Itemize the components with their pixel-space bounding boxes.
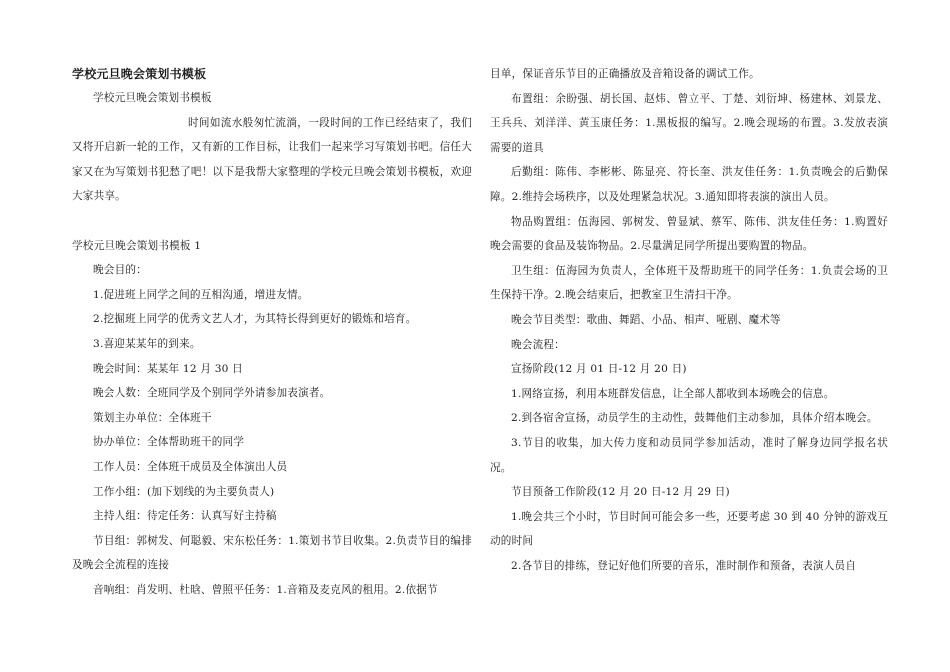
paragraph: 卫生组：伍海园为负责人，全体班干及帮助班干的同学任务：1.负责会场的卫生保持干净。2.晚会结束后，把教室卫生清扫干净。 bbox=[490, 264, 888, 302]
paragraph: 工作人员：全体班干成员及全体演出人员 bbox=[93, 460, 288, 473]
paragraph: 节目组：郭树发、何聪毅、宋东松任务：1.策划书节目收集。2.负责节目的编排及晚会全流程的连接 bbox=[72, 534, 472, 572]
paragraph: 2.到各宿舍宣扬，动员学生的主动性，鼓舞他们主动参加，具体介绍本晚会。 bbox=[511, 412, 878, 425]
paragraph: 3.节目的收集，加大传力度和动员同学参加活动，准时了解身边同学报名状况。 bbox=[490, 436, 888, 474]
section-title: 学校元旦晚会策划书模板 1 bbox=[72, 239, 202, 252]
left-column bbox=[72, 62, 472, 602]
paragraph: 晚会目的： bbox=[93, 264, 147, 277]
document-title: 学校元旦晚会策划书模板 bbox=[72, 67, 207, 81]
paragraph-gap bbox=[72, 209, 472, 234]
paragraph: 工作小组：(加下划线的为主要负责人) bbox=[93, 485, 275, 498]
paragraph: 1.促进班上同学之间的互相沟通，增进友情。 bbox=[93, 288, 309, 301]
paragraph: 晚会人数：全班同学及个别同学外请参加表演者。 bbox=[93, 387, 331, 400]
paragraph: 晚会节目类型：歌曲、舞蹈、小品、相声、哑剧、魔术等 bbox=[511, 313, 781, 326]
intro-paragraph: 时间如流水般匆忙流淌，一段时间的工作已经结束了，我们又将开启新一轮的工作，又有新的工作目标，让我们一起来学习写策划书吧。信任大家又在为写策划书犯愁了吧！以下是我帮大家整理的学校元旦晚会策划书模板，欢迎大家共享。 bbox=[72, 116, 472, 203]
paragraph: 布置组：余盼强、胡长国、赵炜、曾立平、丁楚、刘衍坤、杨建林、刘景龙、王兵兵、刘洋洋、黄玉康任务：1.黑板报的编写。2.晚会现场的布置。3.发放表演需要的道具 bbox=[490, 92, 888, 154]
paragraph: 物品购置组：伍海园、郭树发、曾显斌、蔡军、陈伟、洪友佳任务：1.购置好晚会需要的食品及装饰物品。2.尽量满足同学所提出要购置的物品。 bbox=[490, 215, 888, 253]
paragraph: 3.喜迎某某年的到来。 bbox=[93, 337, 201, 350]
paragraph: 宣扬阶段(12 月 01 日-12 月 20 日) bbox=[511, 363, 687, 376]
paragraph: 音响组：肖发明、杜晗、曾照平任务：1.音箱及麦克风的租用。2.依据节 bbox=[93, 583, 438, 596]
paragraph: 1.晚会共三个小时，节目时间可能会多一些，还要考虑 30 到 40 分钟的游戏互动的时间 bbox=[490, 510, 888, 548]
paragraph: 主持人组：待定任务：认真写好主持稿 bbox=[93, 510, 277, 523]
subtitle: 学校元旦晚会策划书模板 bbox=[93, 92, 212, 104]
paragraph: 晚会时间：某某年 12 月 30 日 bbox=[93, 362, 243, 375]
continued-paragraph: 目单，保证音乐节目的正确播放及音箱设备的调试工作。 bbox=[490, 68, 760, 80]
paragraph: 1.网络宣扬，利用本班群发信息，让全部人都收到本场晚会的信息。 bbox=[511, 387, 835, 400]
right-column bbox=[490, 62, 888, 578]
paragraph: 2.挖掘班上同学的优秀文艺人才，为其特长得到更好的锻炼和培育。 bbox=[93, 313, 417, 326]
paragraph: 晚会流程： bbox=[511, 338, 565, 351]
paragraph: 策划主办单位：全体班干 bbox=[93, 411, 212, 424]
paragraph: 2.各节目的排练，登记好他们所要的音乐，准时制作和预备，表演人员自 bbox=[511, 559, 857, 572]
paragraph: 后勤组：陈伟、李彬彬、陈显亮、符长奎、洪友佳任务：1.负责晚会的后勤保障。2.维持会场秩序，以及处理紧急状况。3.通知即将表演的演出人员。 bbox=[490, 166, 888, 203]
paragraph: 协办单位：全体帮助班干的同学 bbox=[93, 436, 245, 449]
paragraph: 节目预备工作阶段(12 月 20 日-12 月 29 日) bbox=[511, 486, 730, 499]
